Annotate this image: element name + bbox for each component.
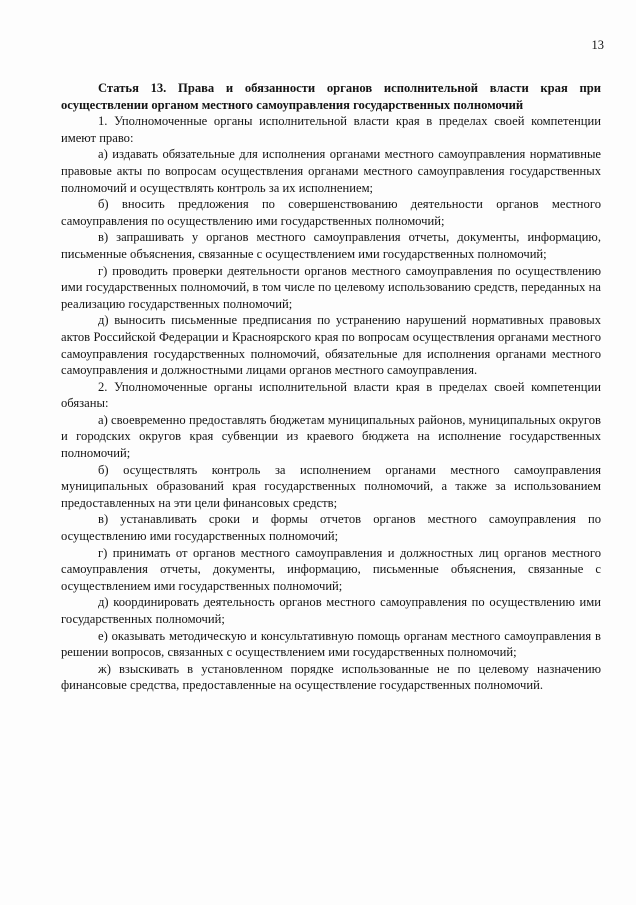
paragraph-1-b: б) вносить предложения по совершенствованию деятельности органов местного самоуправления по осуществлению ими государственных полномочий; xyxy=(61,197,601,228)
paragraph-2-e: е) оказывать методическую и консультативную помощь органам местного самоуправления в решении вопросов, связанных с осуществлением ими государственных полномочий; xyxy=(61,628,601,660)
document-body xyxy=(61,80,601,694)
paragraph-1-v: в) запрашивать у органов местного самоуправления отчеты, документы, информацию, письменные объяснения, связанные с осуществлением ими государственных полномочий; xyxy=(61,230,601,261)
paragraph-1-intro: 1. Уполномоченные органы исполнительной власти края в пределах своей компетенции имеют право: xyxy=(61,114,601,145)
paragraph-1-a: а) издавать обязательные для исполнения органами местного самоуправления нормативные правовые акты по вопросам осуществления органами местного самоуправления государственных полномочий и осуществлять контроль за их исполнением; xyxy=(61,147,601,195)
article-title: Статья 13. Права и обязанности органов исполнительной власти края при осуществлении органом местного самоуправления государственных полномочий xyxy=(61,81,601,112)
paragraph-2-intro: 2. Уполномоченные органы исполнительной власти края в пределах своей компетенции обязаны: xyxy=(61,379,601,411)
paragraph-2-a: а) своевременно предоставлять бюджетам муниципальных районов, муниципальных округов и городских округов края субвенции из краевого бюджета на исполнение государственных полномочий; xyxy=(61,412,601,461)
paragraph-2-v: в) устанавливать сроки и формы отчетов органов местного самоуправления по осуществлению ими государственных полномочий; xyxy=(61,512,601,544)
paragraph-1-d: д) выносить письменные предписания по устранению нарушений нормативных правовых актов Российской Федерации и Красноярского края по вопросам осуществления органами местного самоуправления государственных полномочий, обязательные для исполнения органами местного самоуправления и должностными лицами органов местного самоуправления. xyxy=(61,313,601,378)
paragraph-1-g: г) проводить проверки деятельности органов местного самоуправления по осуществлению ими государственных полномочий, в том числе по целевому использованию средств, переданных на реализацию государственных полномочий; xyxy=(61,263,601,311)
paragraph-2-zh: ж) взыскивать в установленном порядке использованные не по целевому назначению финансовые средства, предоставленные на осуществление государственных полномочий. xyxy=(61,661,601,693)
paragraph-2-d: д) координировать деятельность органов местного самоуправления по осуществлению ими государственных полномочий; xyxy=(61,595,601,626)
paragraph-2-b: б) осуществлять контроль за исполнением органами местного самоуправления муниципальных образований края государственных полномочий, а также за использованием предоставленных на эти цели финансовых средств; xyxy=(61,462,601,510)
paragraph-2-g: г) принимать от органов местного самоуправления и должностных лиц органов местного самоуправления отчеты, документы, информацию, письменные объяснения, связанные с осуществлением ими государственных полномочий; xyxy=(61,545,601,593)
page-number: 13 xyxy=(591,38,604,52)
